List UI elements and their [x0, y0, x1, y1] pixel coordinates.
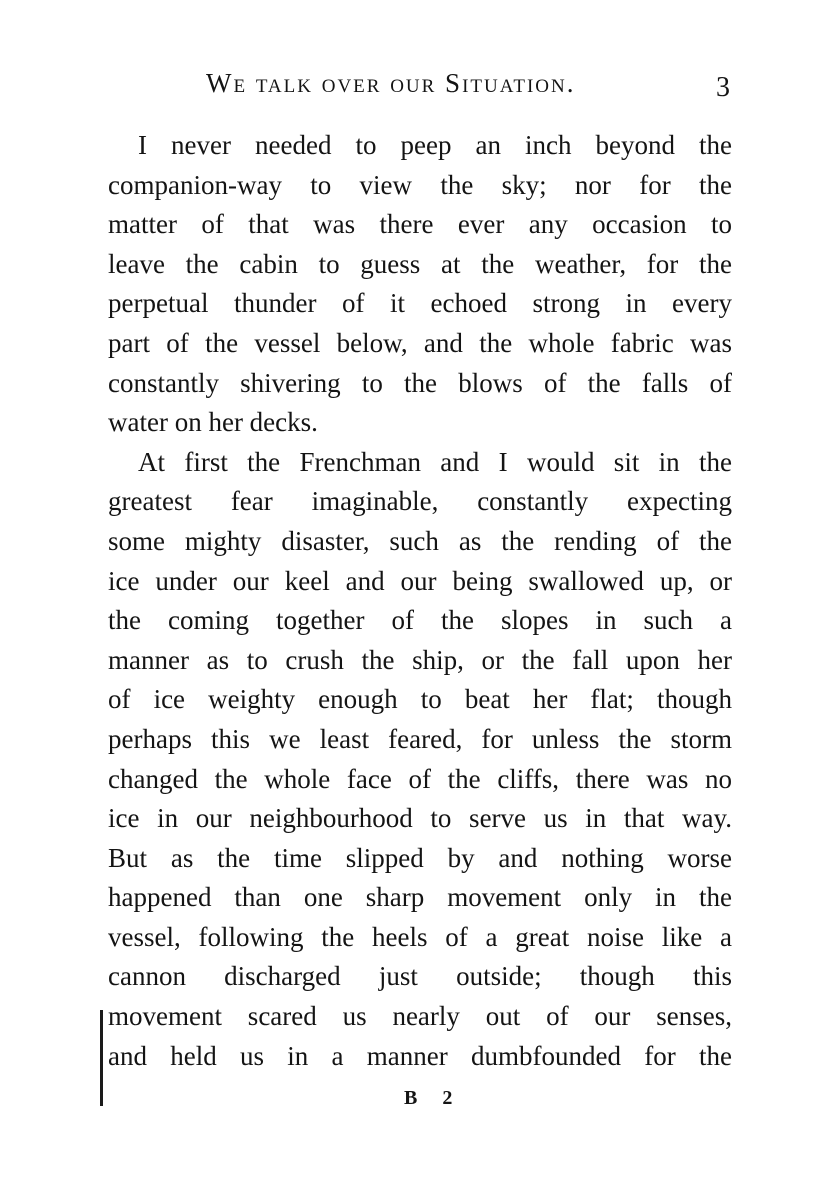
text-line: companion-way to view the sky; nor for the — [108, 169, 732, 200]
text-line: greatest fear imaginable, constantly expecting — [108, 486, 732, 517]
text-line: movement scared us nearly out of our senses, — [108, 1001, 732, 1032]
running-head — [108, 68, 736, 108]
text-line: the coming together of the slopes in such a — [108, 605, 732, 636]
text-line: But as the time slipped by and nothing worse — [108, 842, 732, 873]
text-line: perhaps this we least feared, for unless the storm — [108, 723, 732, 754]
text-line: cannon discharged just outside; though this — [108, 961, 732, 992]
text-line: leave the cabin to guess at the weather, for the — [108, 248, 732, 279]
text-line: perpetual thunder of it echoed strong in every — [108, 288, 732, 319]
text-line: constantly shivering to the blows of the falls of — [108, 367, 732, 398]
text-line: I never needed to peep an inch beyond the — [138, 130, 732, 160]
text-line: happened than one sharp movement only in the — [108, 882, 732, 913]
text-line: and held us in a manner dumbfounded for the — [108, 1040, 732, 1071]
text-line: At first the Frenchman and I would sit in the — [138, 446, 732, 477]
page-number: 3 — [716, 72, 730, 103]
margin-rule — [100, 1010, 103, 1106]
text-line: ice in our neighbourhood to serve us in that way. — [108, 803, 732, 834]
text-line: water on her decks. — [108, 407, 318, 438]
text-line: matter of that was there ever any occasion to — [108, 209, 732, 240]
signature-mark: B 2 — [404, 1087, 463, 1109]
body-text — [108, 126, 732, 1076]
text-line: ice under our keel and our being swallowed up, or — [108, 565, 732, 596]
text-line: of ice weighty enough to beat her flat; though — [108, 684, 732, 715]
running-title: We talk over our Situation. — [206, 68, 576, 98]
text-line: changed the whole face of the cliffs, there was no — [108, 763, 732, 794]
text-line: vessel, following the heels of a great noise like a — [108, 921, 732, 952]
text-line: some mighty disaster, such as the rending of the — [108, 525, 732, 556]
text-line: manner as to crush the ship, or the fall upon her — [108, 644, 732, 675]
text-line: part of the vessel below, and the whole fabric was — [108, 327, 732, 358]
